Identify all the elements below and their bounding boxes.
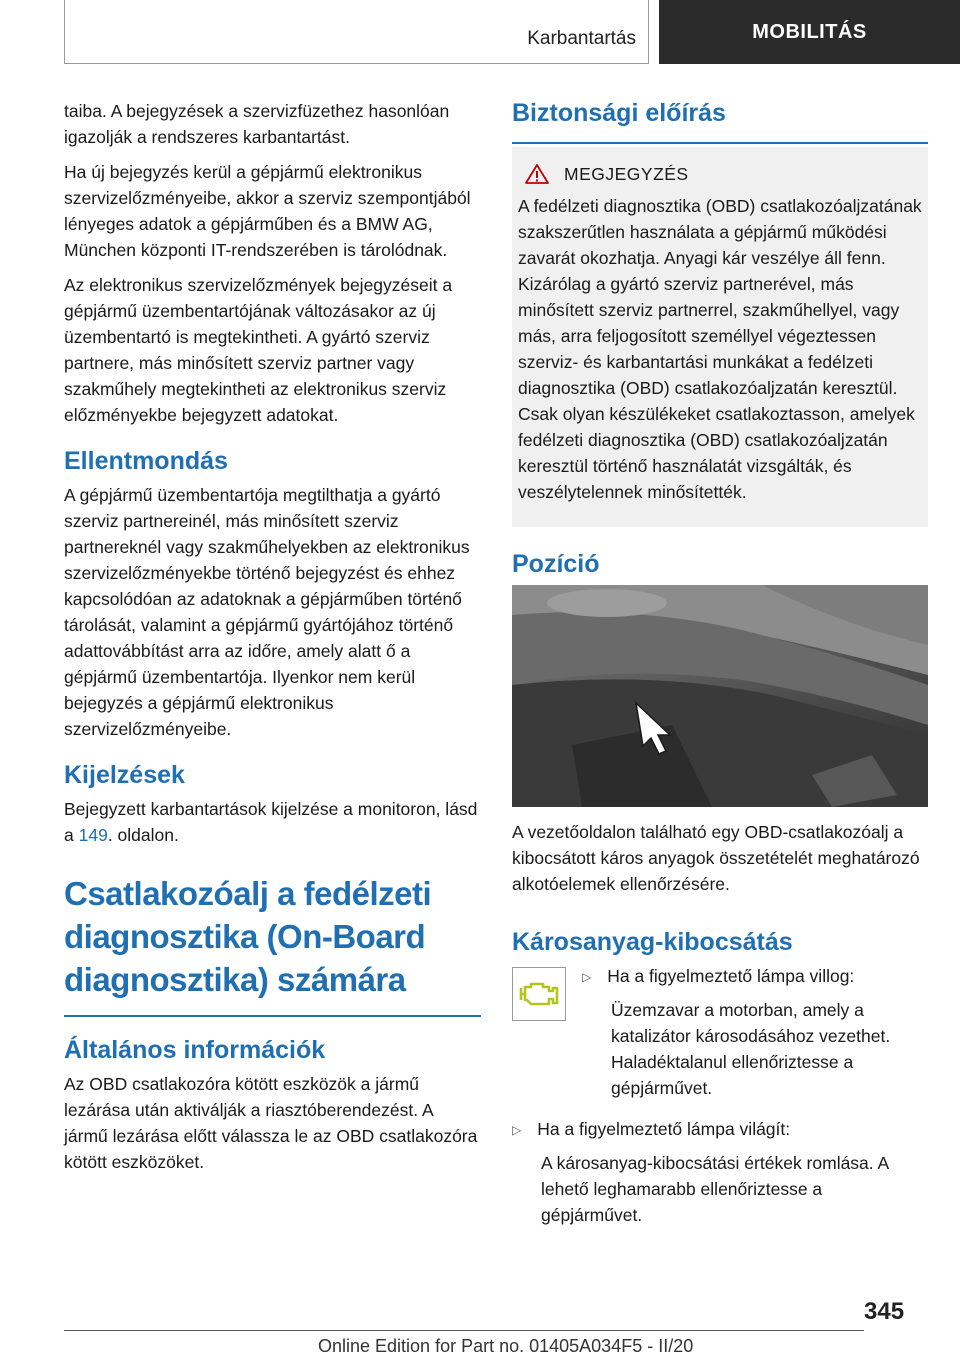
obd-location-photo: [512, 585, 928, 807]
triangle-bullet-icon: ▷: [582, 970, 592, 984]
header-section-title: Karbantartás: [527, 28, 636, 49]
heading-biztonsagi: Biztonsági előírás: [512, 99, 726, 127]
list-item: [582, 963, 928, 990]
header-chapter-label: MOBILITÁS: [752, 20, 867, 43]
page-number: 345: [864, 1298, 905, 1325]
engine-warning-icon: [512, 967, 566, 1021]
heading-kijelzesek: Kijelzések: [64, 761, 185, 789]
paragraph: A gépjármű üzembentartója megtilthatja a gyártó szerviz partnereinél, más minősített szerviz partnereknél vagy szakműhelyekben az elektronikus szervizelőzményekbe történő bejegyzést és ehhez kapcsolódóan az adatoknak a gépjárműben történő tárolását, valamint a gépjármű gyártójához történő adattovábbítást arra az időre, amely alatt ő a gépjármű üzembentartója. Ilyenkor nem kerül bejegyzés a gépjármű elektronikus szervizelőzményeibe.: [64, 485, 470, 739]
list-item-title: Ha a figyelmeztető lámpa villog:: [607, 966, 855, 986]
list-item: [512, 1116, 928, 1143]
heading-rule: [64, 1015, 481, 1017]
paragraph: Az OBD csatlakozóra kötött eszközök a jármű lezárása után aktiválják a riasztóberendezést. A jármű lezárása előtt válassza le az OBD csatlakozóra kötött eszközöket.: [64, 1074, 478, 1172]
header-rule-bottom: [64, 63, 649, 64]
note-box: [512, 147, 928, 527]
photo-caption: A vezetőoldalon található egy OBD-csatlakozóalj a kibocsátott káros anyagok összetételét meghatározó alkotóelemek ellenőrzésére.: [512, 822, 920, 894]
photo-illustration: [512, 585, 928, 807]
heading-pozicio: Pozíció: [512, 550, 600, 578]
heading-karosanyag: Károsanyag-kibocsátás: [512, 928, 793, 956]
heading-rule: [512, 142, 928, 144]
heading-ellentmondas: Ellentmondás: [64, 447, 228, 475]
paragraph: Az elektronikus szervizelőzmények bejegyzéseit a gépjármű üzembentartójának változásakor az új üzembentartó is megtekintheti. A gyártó szerviz partnere, más minősített szerviz partner vagy szakműhely megtekintheti az elektronikus szerviz előzményekbe bejegyzett adatokat.: [64, 275, 453, 425]
emission-item-1: [582, 963, 928, 1110]
header-chapter-tab[interactable]: [659, 0, 960, 64]
header-rule-left: [64, 0, 65, 64]
right-column: [512, 98, 928, 1228]
left-column: [64, 98, 481, 1184]
footer-rule: [64, 1330, 864, 1331]
list-item-title: Ha a figyelmeztető lámpa világít:: [537, 1119, 791, 1139]
note-label: MEGJEGYZÉS: [564, 163, 689, 184]
paragraph: taiba. A bejegyzések a szervizfüzethez hasonlóan igazolják a rendszeres karbantartást.: [64, 101, 450, 147]
paragraph-kijelzesek: [64, 796, 481, 848]
emission-item-2: [512, 1116, 928, 1228]
chapter-heading-obd: Csatlakozóalj a fedélzeti diagnosztika (On-Board diagnosztika) számára: [64, 875, 432, 998]
header-rule-divider: [648, 0, 649, 64]
paragraph: Ha új bejegyzés kerül a gépjármű elektronikus szervizelőzményeibe, akkor a szerviz szempontjából lényeges adatok a gépjárműben és a BMW AG, München központi IT-rendszerében is tárolódnak.: [64, 162, 471, 260]
warning-icon: [524, 163, 550, 185]
page-link[interactable]: 149: [78, 825, 108, 845]
text: . oldalon.: [107, 825, 179, 845]
check-engine-icon: [517, 979, 561, 1009]
footer-edition: Online Edition for Part no. 01405A034F5 - II/20: [318, 1336, 694, 1356]
note-text: A fedélzeti diagnosztika (OBD) csatlakozóaljzatának szakszerűtlen használata a gépjármű működési zavarát okozhatja. Anyagi kár veszélye áll fenn. Kizárólag a gyártó szerviz partnerével, más minősített szerviz partnerrel, szakműhellyel, vagy más, arra feljogosított személlyel végeztessen szerviz- és karbantartási munkákat a fedélzeti diagnosztika (OBD) csatlakozóaljzatán keresztül. Csak olyan készülékeket csatlakoztasson, amelyek fedélzeti diagnosztika (OBD) csatlakozóaljzatán keresztül történő használatát vizsgálták, és veszélytelennek minősítették.: [518, 196, 922, 502]
text: Bejegyzett karbantartások kijelzése a monitoron, lásd a: [64, 799, 478, 845]
list-item-text: A károsanyag-kibocsátási értékek romlása. A lehető leghamarabb ellenőriztesse a gépjárművet.: [541, 1153, 889, 1225]
triangle-bullet-icon: ▷: [512, 1123, 522, 1137]
list-item-text: Üzemzavar a motorban, amely a katalizátor károsodásához vezethet. Haladéktalanul ellenőriztesse a gépjárművet.: [611, 1000, 891, 1098]
heading-altalanos: Általános információk: [64, 1036, 326, 1064]
note-header: [524, 163, 922, 185]
emission-row-flashing: [512, 963, 928, 1110]
